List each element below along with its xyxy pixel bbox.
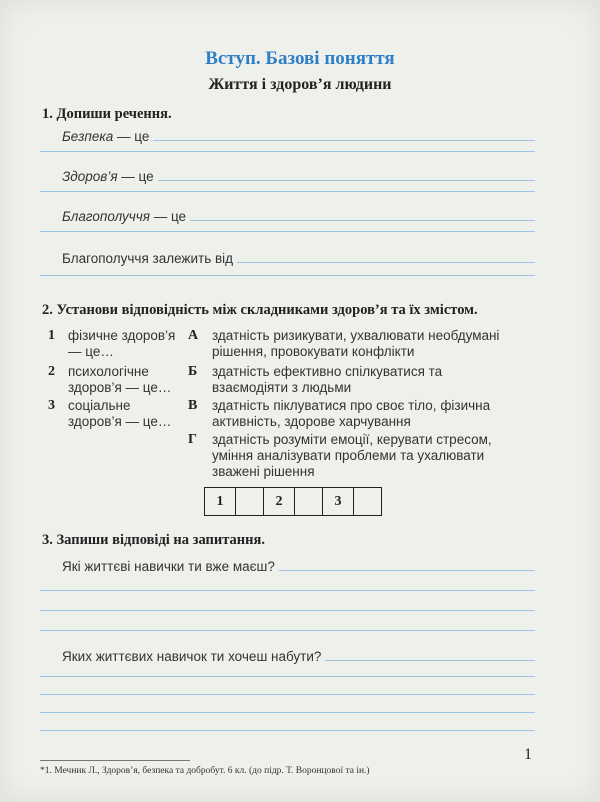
answer-line[interactable]: [190, 220, 535, 221]
answer-line[interactable]: [40, 630, 535, 631]
answer-line[interactable]: [40, 730, 535, 731]
answer-line[interactable]: [40, 191, 535, 192]
match-option-b: здатність ефективно спілкуватися та взаємодіяти з людьми: [212, 364, 443, 395]
task3-question-2: Яких життєвих навичок ти хочеш набути?: [62, 646, 535, 664]
answer-line[interactable]: [279, 570, 535, 571]
answer-line[interactable]: [40, 231, 535, 232]
answer-grid-number-2: 2: [264, 488, 295, 515]
page-title: Вступ. Базові поняття: [205, 48, 395, 69]
match-item-psychological: психологічне здоров’я — це…: [68, 364, 172, 395]
match-number-2: 2: [48, 364, 55, 379]
answer-line[interactable]: [40, 610, 535, 611]
term-health: Здоров’я: [62, 169, 118, 184]
match-number-1: 1: [48, 328, 55, 343]
match-answer-grid: [204, 487, 382, 516]
answer-line[interactable]: [153, 140, 535, 141]
task1-heading: 1. Допиши речення.: [42, 106, 172, 122]
answer-line[interactable]: [40, 590, 535, 591]
answer-grid-number-1: 1: [205, 488, 236, 515]
footnote: *1. Мечник Л., Здоров’я, безпека та добробут. 6 кл. (до підр. Т. Воронцової та ін.): [40, 766, 370, 776]
answer-grid-cell-1[interactable]: [236, 488, 264, 515]
answer-grid-cell-3[interactable]: [354, 488, 381, 515]
answer-grid-cell-2[interactable]: [295, 488, 323, 515]
task1-row-wellbeing: Благополуччя — це: [62, 206, 535, 224]
match-item-social: соціальне здоров’я — це…: [68, 398, 172, 429]
task2-heading: 2. Установи відповідність між складниками здоров’я та їх змістом.: [42, 302, 478, 318]
match-number-3: 3: [48, 398, 55, 413]
match-option-a: здатність ризикувати, ухвалювати необдумані рішення, провокувати конфлікти: [212, 328, 500, 359]
page-number: 1: [524, 746, 532, 763]
page-subtitle: Життя і здоров’я людини: [208, 76, 392, 93]
term-wellbeing: Благополуччя: [62, 209, 150, 224]
answer-line[interactable]: [325, 660, 535, 661]
task1-row-health: Здоров’я — це: [62, 166, 535, 184]
match-letter-a: А: [188, 328, 199, 343]
answer-line[interactable]: [40, 694, 535, 695]
task1-row-depends: Благополуччя залежить від: [62, 248, 535, 266]
task3-heading: 3. Запиши відповіді на запитання.: [42, 532, 265, 548]
footnote-divider: [40, 760, 190, 761]
task3-question-1: Які життєві навички ти вже маєш?: [62, 556, 535, 574]
answer-line[interactable]: [158, 180, 535, 181]
match-letter-v: В: [188, 398, 198, 413]
answer-line[interactable]: [40, 676, 535, 677]
task1-row-safety: Безпека — це: [62, 126, 535, 144]
answer-line[interactable]: [40, 151, 535, 152]
answer-line[interactable]: [237, 262, 535, 263]
match-item-physical: фізичне здоров’я — це…: [68, 328, 176, 359]
answer-line[interactable]: [40, 275, 535, 276]
match-letter-b: Б: [188, 364, 198, 379]
answer-grid-number-3: 3: [323, 488, 354, 515]
match-option-g: здатність розуміти емоції, керувати стресом, уміння аналізувати проблеми та ухалювати зважені рішення: [212, 432, 492, 479]
term-safety: Безпека: [62, 129, 114, 144]
match-letter-g: Г: [188, 432, 197, 447]
answer-line[interactable]: [40, 712, 535, 713]
match-option-v: здатність піклуватися про своє тіло, фізична активність, здорове харчування: [212, 398, 491, 429]
